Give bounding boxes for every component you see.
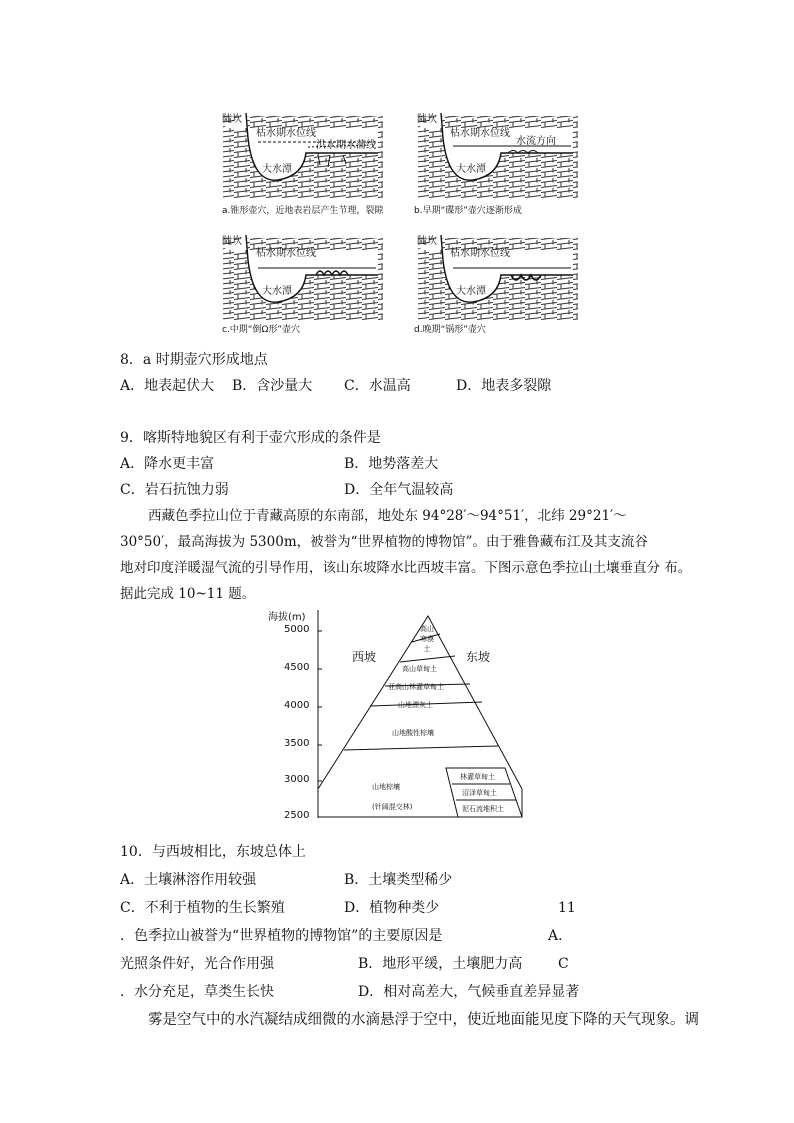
- panel-a-flood-water: 洪水期水蒲线: [316, 140, 376, 151]
- panel-b-low-water: 枯水期水位线: [450, 128, 510, 139]
- zone-alpine-desert: 高山寒漠土: [420, 625, 434, 653]
- panel-b-pool: 大水潭: [456, 164, 486, 175]
- q10-option-c: C．不利于植物的生长繁殖: [120, 900, 285, 916]
- q9-option-d: D．全年气温较高: [344, 482, 454, 498]
- fog-paragraph: 雾是空气中的水汽凝结成细微的水滴悬浮于空中，使近地面能见度下降的天气现象。调: [148, 1012, 699, 1028]
- zone-subalpine-meadow: 亚高山林灌草甸土: [388, 683, 444, 691]
- zone-brown: 山地棕壤: [372, 783, 400, 791]
- tick-4000: 4000: [284, 700, 310, 711]
- tick-3000: 3000: [284, 774, 310, 785]
- q11-option-a: 光照条件好，光合作用强: [120, 956, 274, 972]
- zone-shrub-meadow: 林灌草甸土: [460, 773, 495, 781]
- intro-line-4: 据此完成 10~11 题。: [120, 586, 256, 602]
- q11-a-mark: A．: [548, 928, 573, 944]
- chart-west-label: 西坡: [352, 650, 377, 664]
- intro-line-1: 西藏色季拉山位于青藏高原的东南部，地处东 94°28′～94°51′，北纬 29°21′～: [148, 508, 627, 524]
- panel-c-pool: 大水潭: [262, 286, 292, 297]
- zone-debris-flow: 泥石流堆积土: [462, 805, 504, 813]
- zone-swamp-meadow: 沼泽草甸土: [462, 789, 497, 797]
- intro-line-2: 30°50′，最高海拔为 5300m，被誉为“世界植物的博物馆”。由于雅鲁藏布江及其支流谷: [120, 534, 648, 550]
- chart-east-label: 东坡: [466, 650, 491, 664]
- panel-c-steep: 陡坎: [222, 236, 242, 247]
- panel-b-caption: b.早期“碟形”壶穴逐渐形成: [414, 206, 522, 216]
- q11-option-b: B．地形平缓，土壤肥力高: [358, 956, 523, 972]
- q11-number: 11: [558, 900, 576, 916]
- panel-d-caption: d.晚期“锅形”壶穴: [414, 325, 486, 335]
- tick-5000: 5000: [284, 624, 310, 635]
- intro-line-3: 地对印度洋暖湿气流的引导作用，该山东坡降水比西坡丰富。下图示意色季拉山土壤垂直分 布。: [120, 560, 692, 576]
- panel-b-flow-direction: 水流方向: [516, 136, 556, 147]
- q11-option-d: D．相对高差大，气候垂直差异显著: [358, 984, 580, 1000]
- q10-option-a: A．土壤淋溶作用较强: [120, 872, 257, 888]
- q11-c-mark: C: [558, 956, 569, 972]
- q9-option-b: B．地势落差大: [344, 456, 439, 472]
- chart-ylabel: 海拔(m): [268, 612, 306, 623]
- q8-option-a: A．地表起伏大: [120, 378, 215, 394]
- q11-stem: ．色季拉山被誉为“世界植物的博物馆”的主要原因是: [120, 928, 443, 944]
- panel-d-steep: 陡坎: [417, 236, 437, 247]
- q8-option-b: B．含沙量大: [232, 378, 313, 394]
- tick-3500: 3500: [284, 738, 310, 749]
- panel-c-low-water: 枯水期水位线: [256, 248, 316, 259]
- tick-2500: 2500: [284, 810, 310, 821]
- zone-acid-brown: 山地酸性棕壤: [392, 729, 434, 737]
- q9-option-a: A．降水更丰富: [120, 456, 215, 472]
- q11-option-c: ．水分充足，草类生长快: [120, 984, 274, 1000]
- panel-a-pool: 大水潭: [262, 164, 292, 175]
- zone-podzol: 山地漂灰土: [398, 701, 433, 709]
- zone-alpine-meadow: 高山草甸土: [402, 665, 437, 673]
- q8-stem: 8．a 时期壶穴形成地点: [120, 352, 268, 368]
- q8-option-d: D．地表多裂隙: [456, 378, 552, 394]
- q9-stem: 9．喀斯特地貌区有利于壶穴形成的条件是: [120, 430, 381, 446]
- q10-option-d: D．植物种类少: [344, 900, 440, 916]
- q10-option-b: B．土壤类型稀少: [344, 872, 453, 888]
- tick-4500: 4500: [284, 662, 310, 673]
- zone-mixed-forest: (针阔混交林): [372, 803, 413, 811]
- panel-b-steep: 陡坎: [417, 114, 437, 125]
- q10-stem: 10．与西坡相比，东坡总体上: [120, 844, 306, 860]
- q9-option-c: C．岩石抗蚀力弱: [120, 482, 229, 498]
- panel-d-pool: 大水潭: [456, 286, 486, 297]
- panel-c-caption: c.中期“倒Ω形”壶穴: [222, 325, 301, 335]
- panel-a-low-water: 枯水期水位线: [256, 128, 316, 139]
- q8-option-c: C．水温高: [344, 378, 411, 394]
- panel-d-low-water: 枯水期水位线: [450, 248, 510, 259]
- panel-a-steep: 陡坎: [222, 114, 242, 125]
- panel-a-caption: a.锥形壶穴，近地表岩层产生节理，裂隙: [222, 206, 384, 216]
